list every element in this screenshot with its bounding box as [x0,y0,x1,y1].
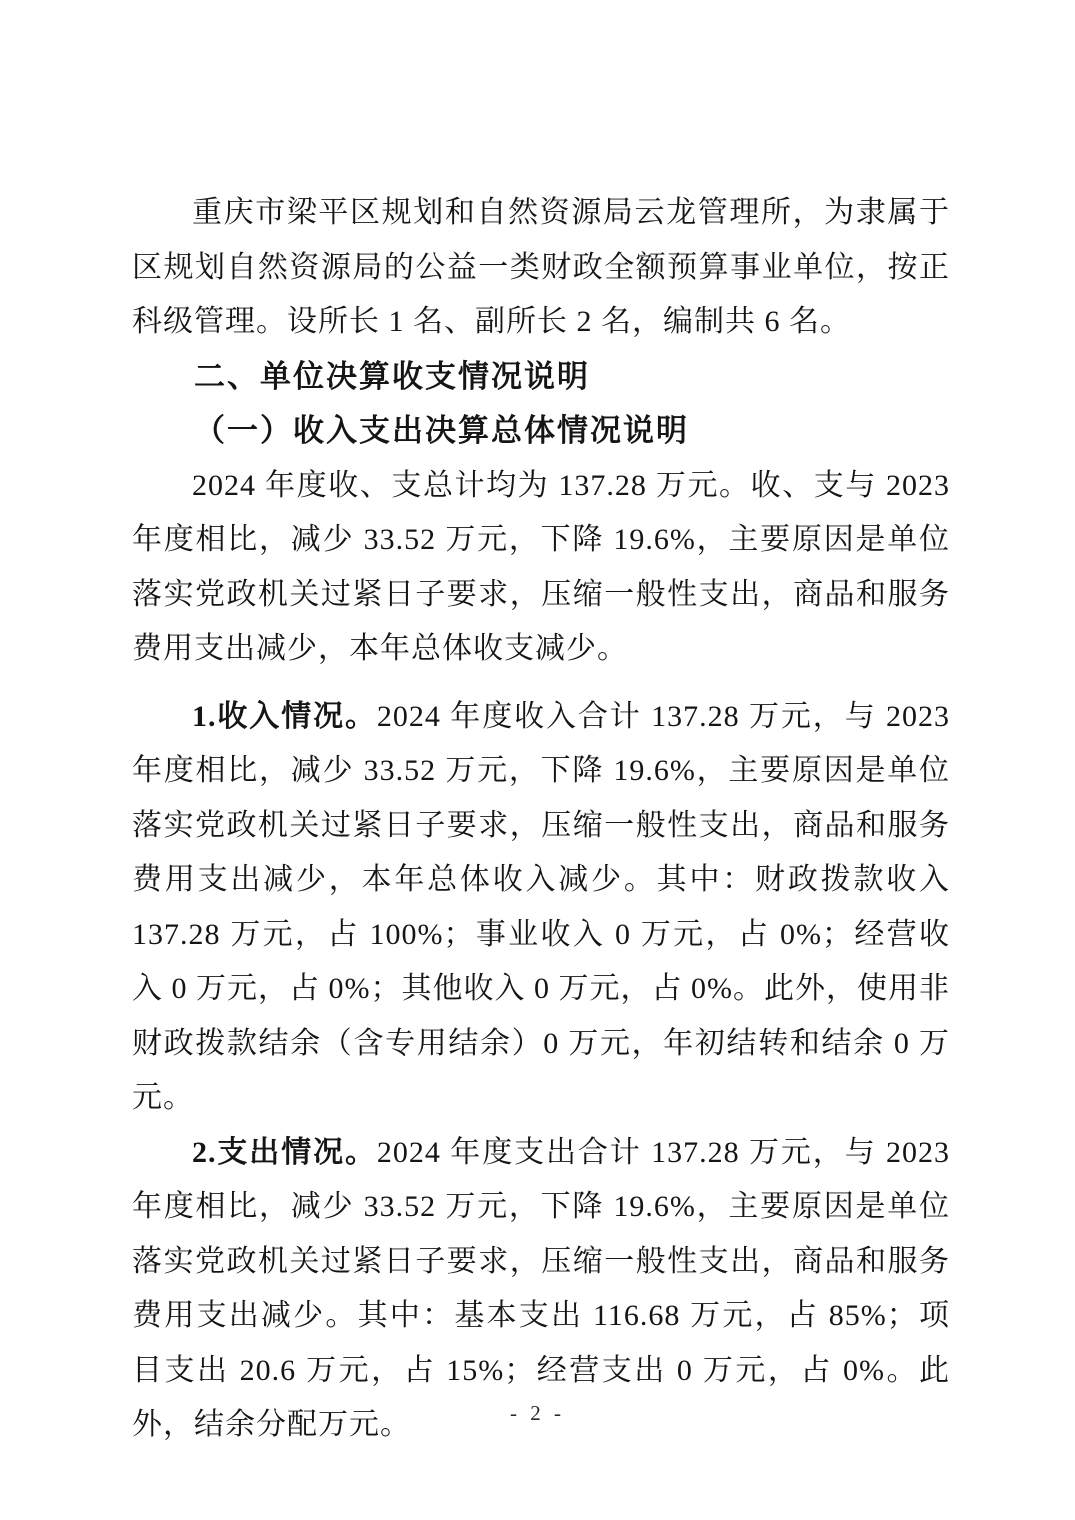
intro-paragraph: 重庆市梁平区规划和自然资源局云龙管理所，为隶属于区规划自然资源局的公益一类财政全额预算事业单位，按正科级管理。设所长 1 名、副所长 2 名，编制共 6 名。 [132,196,950,338]
expenditure-lead: 2.支出情况。 [192,1135,377,1169]
income-text: 2024 年度收入合计 137.28 万元，与 2023 年度相比，减少 33.52 万元，下降 19.6%，主要原因是单位落实党政机关过紧日子要求，压缩一般性支出，商品和服务费用支出减少，本年总体收入减少。其中：财政拨款收入 137.28 万元，占 100%；事业收入 0 万元，占 0%；经营收入 0 万元，占 0%；其他收入 0 万元，占 0%。此外，使用非财政拨款结余（含专用结余）0 万元，年初结转和结余 0 万元。 [132,699,951,1114]
subsection-heading: （一）收入支出决算总体情况说明 [194,413,689,448]
document-body [132,186,950,1453]
income-paragraph [132,690,950,1126]
section-heading: 二、单位决算收支情况说明 [194,358,590,394]
income-lead: 1.收入情况。 [192,699,377,733]
page-number: - 2 - [510,1401,565,1425]
expenditure-text: 2024 年度支出合计 137.28 万元，与 2023 年度相比，减少 33.52 万元，下降 19.6%，主要原因是单位落实党政机关过紧日子要求，压缩一般性支出，商品和服务费用支出减少。其中：基本支出 116.68 万元，占 85%；项目支出 20.6 万元，占 15%；经营支出 0 万元，占 0%。此外，结余分配万元。 [132,1135,951,1441]
overview-paragraph: 2024 年度收、支总计均为 137.28 万元。收、支与 2023 年度相比，减少 33.52 万元，下降 19.6%，主要原因是单位落实党政机关过紧日子要求，压缩一般性支出，商品和服务费用支出减少，本年总体收支减少。 [132,468,950,665]
